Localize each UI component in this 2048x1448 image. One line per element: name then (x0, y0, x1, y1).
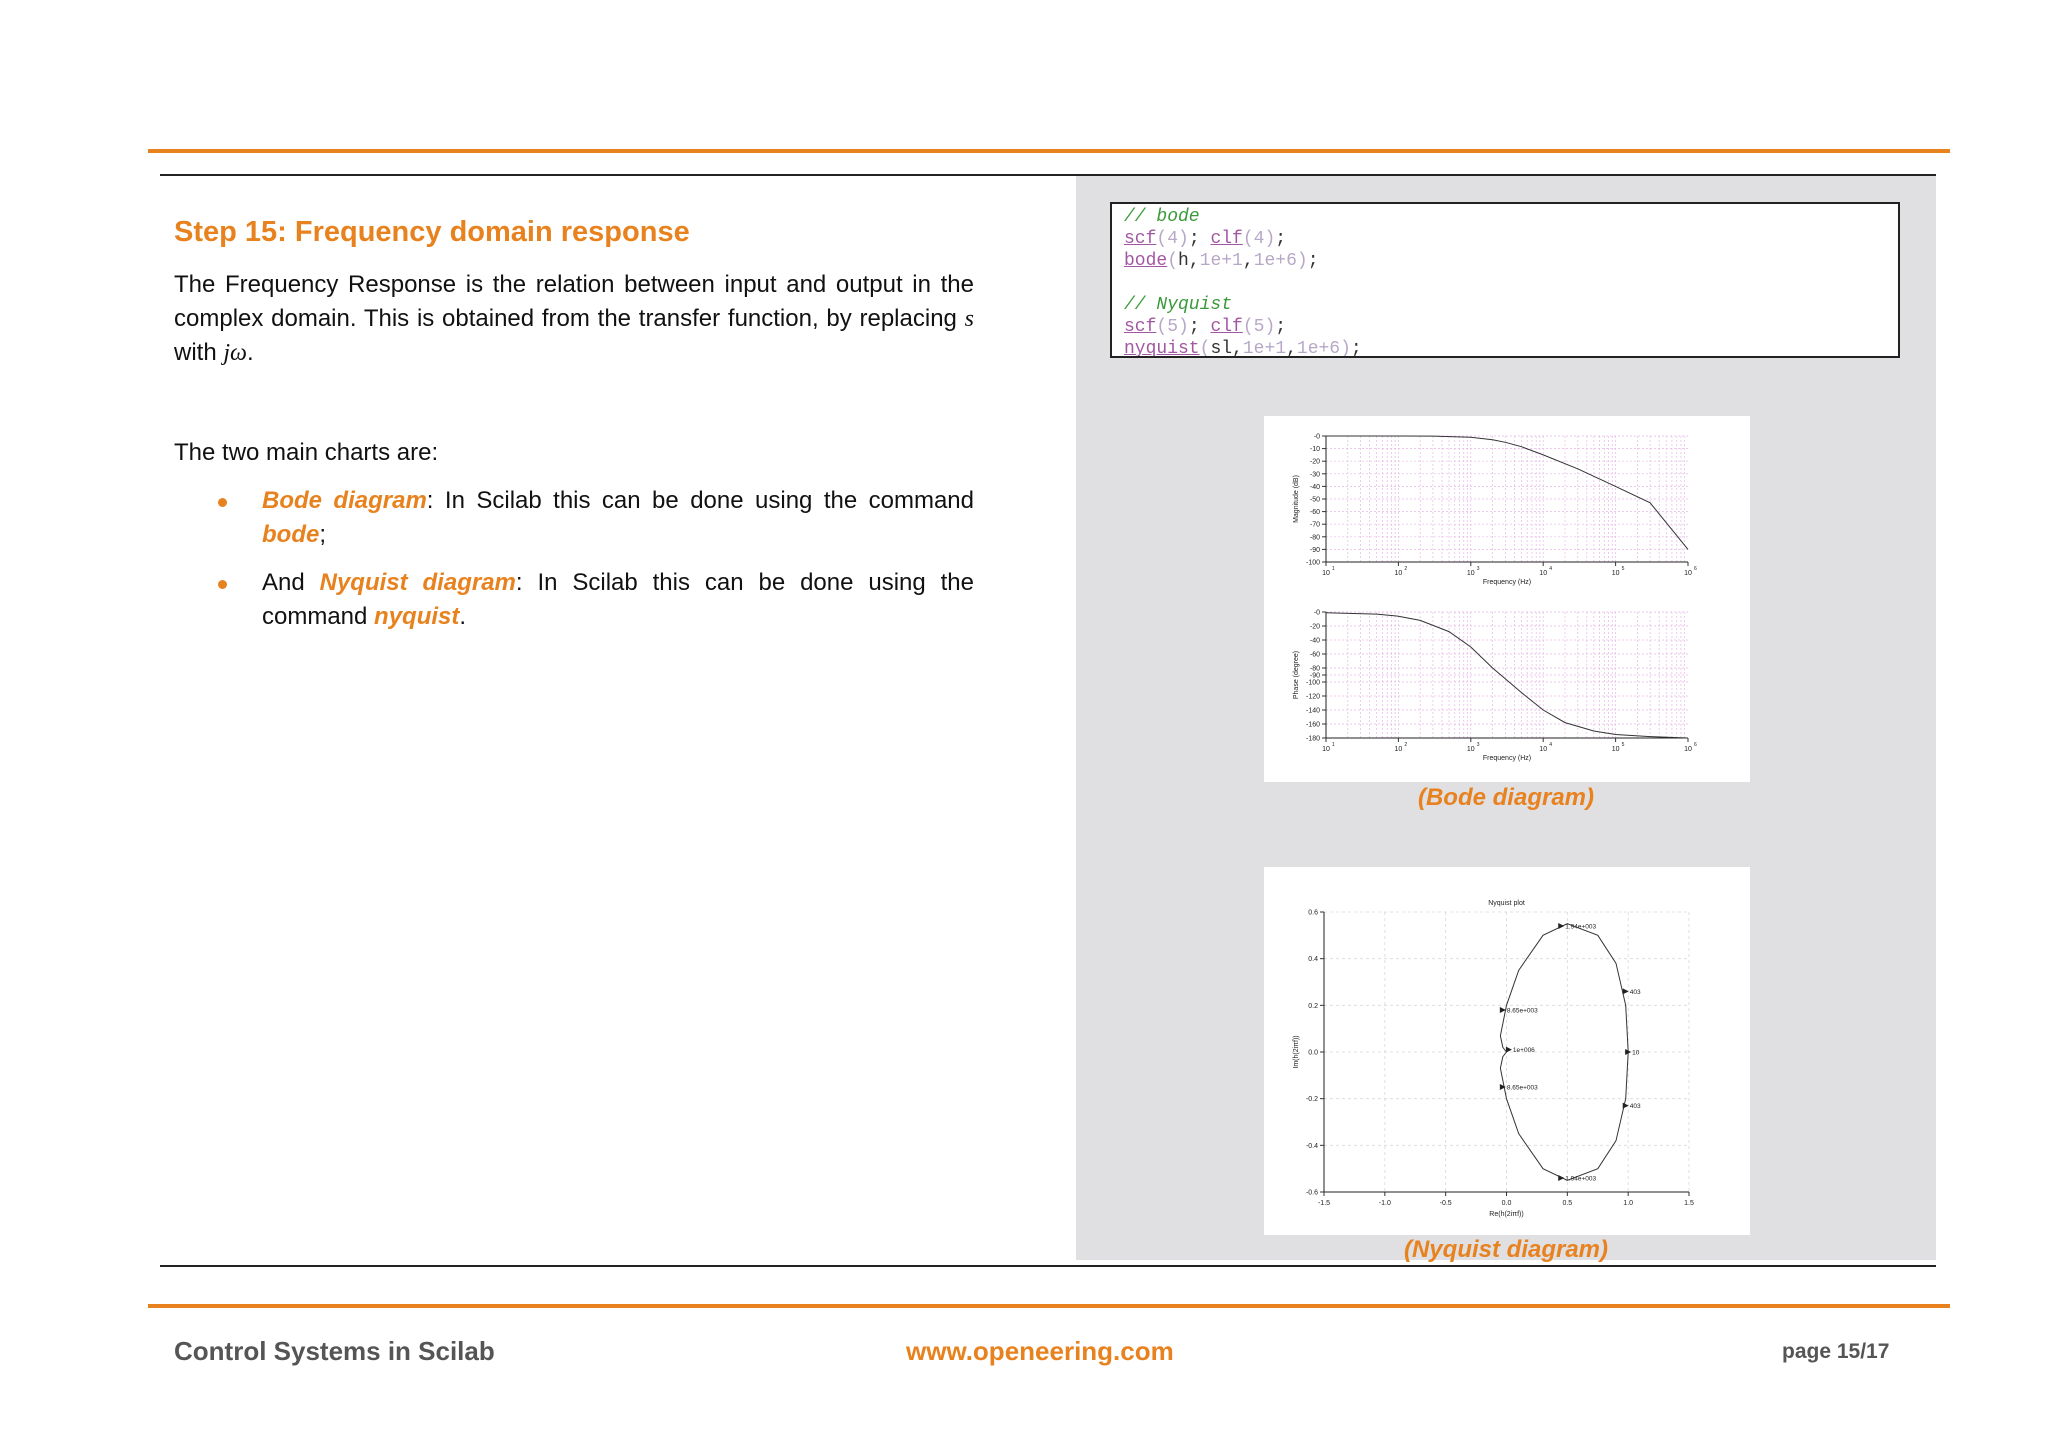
bullet-dot (218, 580, 227, 589)
code-fn-scf: scf (1124, 317, 1157, 337)
bode-phase-xtick-exponent: 2 (1404, 742, 1408, 748)
bode-magnitude-xtick-label: 10 (1684, 570, 1692, 577)
nyquist-text: : In Scilab this can be done using the command (262, 569, 975, 630)
bode-phase-xtick-label: 10 (1466, 746, 1475, 753)
nyquist-xlabel: Re(h(2iπf)) (1489, 1211, 1524, 1218)
code-num: 1e+6 (1253, 251, 1297, 271)
code-num: 1e+6 (1296, 339, 1341, 358)
math-s: s (964, 306, 974, 332)
bode-magnitude-series-line (1326, 436, 1688, 549)
bode-phase-xtick-label: 10 (1611, 746, 1620, 753)
bode-phase-ytick-label: -160 (1305, 721, 1320, 729)
nyquist-arrow-marker (1558, 923, 1564, 929)
footer-title: Control Systems in Scilab (174, 1336, 495, 1366)
bode-phase-ytick-label: -60 (1309, 651, 1320, 659)
header-orange-rule (148, 149, 1950, 153)
nyquist-annotation: 1.94e+003 (1565, 923, 1597, 931)
nyquist-annotation: 10 (1632, 1049, 1640, 1057)
nyquist-ytick-label: 0.2 (1308, 1002, 1318, 1010)
bode-magnitude-xtick-exponent: 3 (1476, 566, 1480, 572)
bode-phase-ytick-label: -180 (1305, 735, 1320, 743)
bode-phase-ytick-label: -0 (1313, 609, 1320, 617)
nyquist-chart (1264, 867, 1750, 1235)
bode-chart (1264, 416, 1750, 782)
bode-phase-xtick-exponent: 5 (1621, 742, 1625, 748)
nyquist-title: Nyquist plot (1488, 900, 1525, 907)
nyquist-annotation: 403 (1629, 1103, 1641, 1111)
bullet-dot (218, 498, 227, 507)
bode-phase-xtick-label: 10 (1684, 746, 1692, 753)
bode-magnitude-ytick-label: -20 (1309, 458, 1320, 466)
bode-phase-ytick-label: -80 (1309, 665, 1320, 673)
bode-magnitude-ytick-label: -70 (1309, 521, 1320, 529)
bode-magnitude-ytick-label: -10 (1309, 446, 1320, 454)
bode-magnitude-xtick-label: 10 (1466, 570, 1475, 577)
bode-magnitude-xtick-label: 10 (1539, 570, 1548, 577)
bode-phase-xtick-exponent: 6 (1694, 742, 1697, 748)
bode-phase-ytick-label: -100 (1305, 679, 1320, 687)
code-comment-nyquist: // Nyquist (1124, 295, 1233, 315)
code-num: 1e+1 (1199, 251, 1243, 271)
code-num: 4 (1253, 229, 1265, 249)
code-fn-clf: clf (1210, 317, 1243, 337)
bode-magnitude-ytick-label: -50 (1309, 496, 1320, 504)
code-fn-clf: clf (1210, 229, 1243, 249)
bode-magnitude-xtick-label: 10 (1394, 570, 1403, 577)
bode-magnitude-ytick-label: -30 (1309, 471, 1320, 479)
intro-text: The Frequency Response is the relation between input and output in the complex domain. This is obtained from the transfer function, by replacing (174, 271, 974, 332)
bode-phase-ytick-label: -140 (1305, 707, 1320, 715)
bode-command: bode (262, 521, 320, 548)
nyquist-diagram-term: Nyquist diagram (319, 569, 516, 596)
bode-phase-xlabel: Frequency (Hz) (1482, 755, 1532, 762)
page-number: page 15/17 (1782, 1340, 1890, 1363)
intro-end: . (246, 339, 254, 366)
bode-magnitude-xtick-label: 10 (1611, 570, 1620, 577)
nyquist-xtick-label: 1.5 (1684, 1200, 1694, 1207)
nyquist-ytick-label: -0.2 (1305, 1096, 1318, 1104)
nyquist-ytick-label: -0.4 (1305, 1142, 1318, 1150)
nyquist-series-upper (1500, 924, 1628, 1055)
list-item-bode (174, 484, 974, 552)
section-title: Step 15: Frequency domain response (174, 216, 690, 248)
code-comment-bode: // bode (1124, 207, 1200, 227)
bode-phase-ytick-label: -120 (1305, 693, 1320, 701)
bode-phase-xtick-label: 10 (1394, 746, 1403, 753)
code-num: 5 (1167, 317, 1179, 337)
bode-magnitude-xtick-exponent: 5 (1621, 566, 1625, 572)
footer-website-link[interactable]: www.openeering.com (906, 1336, 1174, 1366)
bottom-content-rule (160, 1265, 1936, 1267)
nyquist-pre: And (262, 569, 320, 596)
nyquist-command: nyquist (374, 603, 460, 630)
nyquist-annotation: 403 (1629, 988, 1641, 996)
bode-phase-xtick-label: 10 (1322, 746, 1330, 753)
bode-end: ; (319, 521, 326, 548)
bode-figure (1264, 416, 1750, 782)
nyquist-arrow-marker (1623, 988, 1629, 994)
bode-magnitude-ytick-label: -60 (1309, 509, 1320, 517)
intro-paragraph (174, 268, 974, 370)
code-var-h: h (1178, 251, 1189, 271)
nyquist-ytick-label: 0.0 (1308, 1049, 1318, 1057)
bode-magnitude-xlabel: Frequency (Hz) (1482, 579, 1532, 586)
bode-magnitude-xtick-label: 10 (1322, 570, 1330, 577)
code-num: 4 (1167, 229, 1179, 249)
bode-magnitude-xtick-exponent: 2 (1404, 566, 1408, 572)
bode-phase-ytick-label: -40 (1309, 637, 1320, 645)
bode-phase-xtick-label: 10 (1539, 746, 1548, 753)
bode-magnitude-ylabel: Magnitude (dB) (1293, 475, 1300, 523)
nyquist-series-lower (1500, 1052, 1628, 1180)
math-jw: jω (223, 340, 247, 366)
charts-intro: The two main charts are: (174, 439, 439, 466)
code-fn-bode: bode (1124, 251, 1168, 271)
footer-orange-rule (148, 1304, 1950, 1308)
bode-magnitude-ytick-label: -0 (1313, 433, 1320, 441)
nyquist-xtick-label: 0.5 (1562, 1200, 1573, 1207)
bode-magnitude-ytick-label: -80 (1309, 534, 1320, 542)
bode-magnitude-ytick-label: -40 (1309, 483, 1320, 491)
bode-magnitude-ytick-label: -100 (1305, 559, 1320, 567)
nyquist-arrow-marker (1558, 1175, 1564, 1181)
nyquist-figure (1264, 867, 1750, 1235)
nyquist-ytick-label: 0.4 (1308, 956, 1318, 964)
bode-caption: (Bode diagram) (1417, 784, 1594, 811)
bode-phase-xtick-exponent: 3 (1476, 742, 1480, 748)
nyquist-ytick-label: -0.6 (1305, 1189, 1318, 1197)
list-item-nyquist (174, 566, 974, 634)
nyquist-annotation: 8.65e+003 (1506, 1007, 1538, 1015)
code-var-sl: sl (1210, 339, 1233, 358)
nyquist-caption: (Nyquist diagram) (1403, 1236, 1609, 1263)
nyquist-annotation: 8.65e+003 (1506, 1084, 1538, 1092)
code-num: 5 (1253, 317, 1265, 337)
code-fn-nyquist: nyquist (1124, 339, 1200, 358)
bode-phase-xtick-exponent: 4 (1549, 742, 1552, 748)
nyquist-xtick-label: -1.5 (1317, 1200, 1331, 1207)
bode-magnitude-xtick-exponent: 1 (1332, 566, 1335, 572)
nyquist-annotation: 1e+006 (1512, 1047, 1535, 1055)
bode-phase-ytick-label: -90 (1309, 672, 1320, 680)
code-num: 1e+1 (1242, 339, 1287, 358)
code-listing: // bode scf(4); clf(4); bode(h,1e+1,1e+6); // Nyquist scf(5); clf(5); nyquist(sl,1e+1,1e+6); (1110, 202, 1900, 358)
nyquist-annotation: 1.94e+003 (1565, 1175, 1597, 1183)
bode-phase-xtick-exponent: 1 (1332, 742, 1335, 748)
bode-text: : In Scilab this can be done using the command (426, 487, 974, 514)
nyquist-arrow-marker (1623, 1103, 1629, 1109)
nyquist-xtick-label: -0.5 (1439, 1200, 1452, 1207)
nyquist-xtick-label: 0.0 (1501, 1200, 1512, 1207)
intro-with: with (174, 339, 224, 366)
bode-magnitude-xtick-exponent: 4 (1549, 566, 1552, 572)
nyquist-ylabel: Im(h(2iπf)) (1293, 1035, 1300, 1069)
nyquist-xtick-label: 1.0 (1623, 1200, 1634, 1207)
code-fn-scf: scf (1124, 229, 1157, 249)
nyquist-xtick-label: -1.0 (1378, 1200, 1391, 1207)
nyquist-end: . (459, 603, 467, 630)
bode-diagram-term: Bode diagram (262, 487, 427, 514)
bode-magnitude-xtick-exponent: 6 (1694, 566, 1697, 572)
nyquist-ytick-label: 0.6 (1308, 909, 1318, 917)
bode-phase-ytick-label: -20 (1309, 623, 1320, 631)
bode-magnitude-ytick-label: -90 (1309, 546, 1320, 554)
chart-list (174, 484, 974, 648)
bode-phase-ylabel: Phase (degree) (1293, 650, 1300, 700)
